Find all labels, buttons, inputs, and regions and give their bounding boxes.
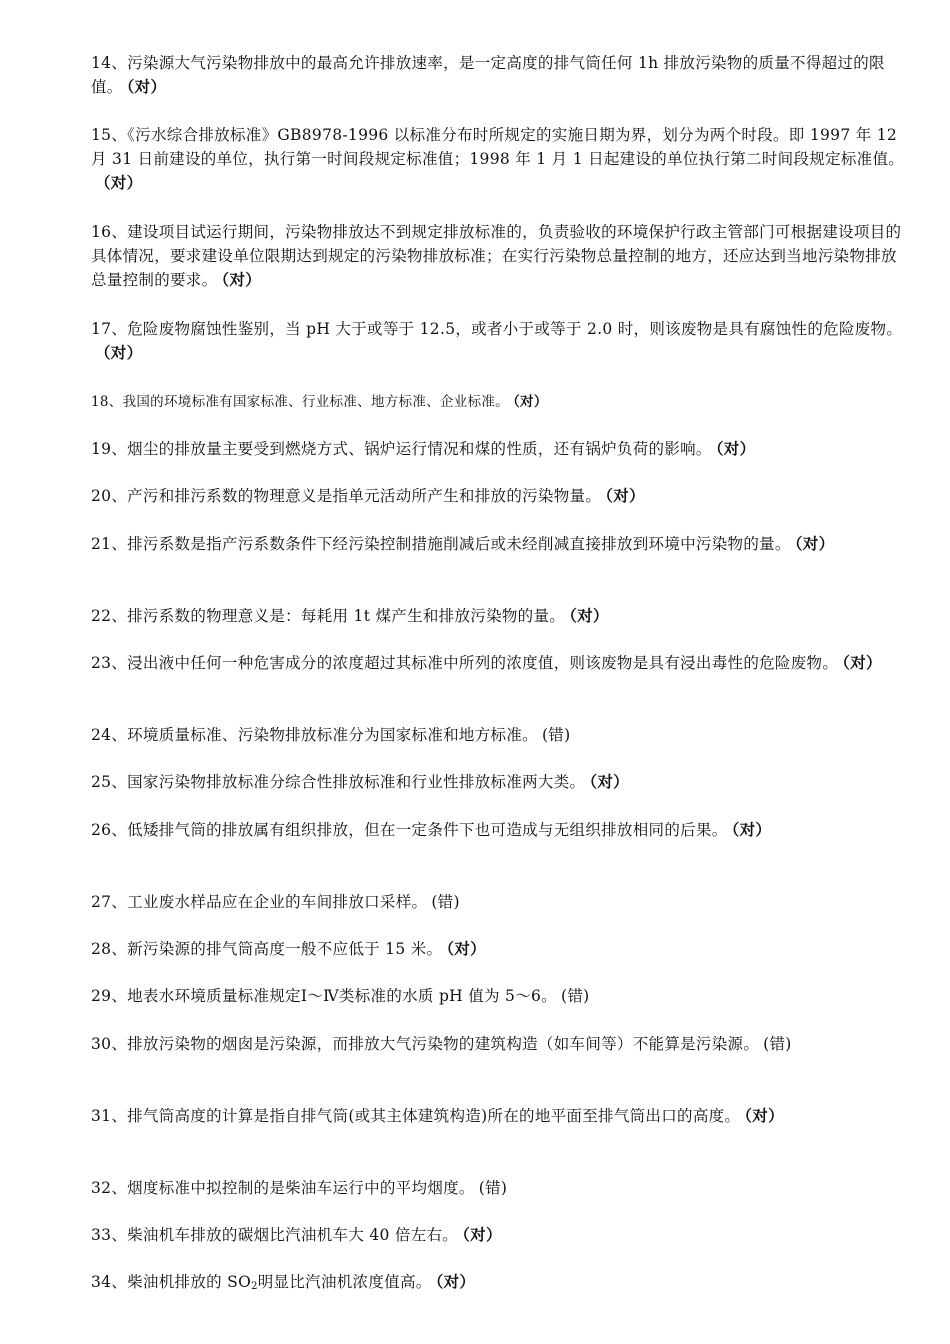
question-text: 15、《污水综合排放标准》GB8978-1996 以标准分布时所规定的实施日期为界，划分为两个时段。即 1997 年 12 月 31 日前建设的单位，执行第一时间段规定标准值；1998 年 1 月 1 日起建设的单位执行第二时间段规定标准值。 [91,126,905,168]
answer-mark: （对） [512,394,548,410]
question-text: 30、排放污染物的烟囱是污染源，而排放大气污染物的建筑构造（如车间等）不能算是污染源。 [91,1035,760,1053]
question-19 [91,437,909,461]
question-text: 17、危险废物腐蚀性鉴别，当 pH 大于或等于 12.5，或者小于或等于 2.0 时，则该废物是具有腐蚀性的危险废物。 [91,320,903,338]
answer-mark: （对） [842,653,882,672]
question-22 [91,604,909,628]
answer-mark: （对） [731,820,772,839]
question-text: 20、产污和排污系数的物理意义是指单元活动所产生和排放的污染物量。 [91,487,602,505]
answer-mark: (错) [431,893,460,911]
question-24 [91,723,909,747]
question-18 [91,390,909,414]
question-text: 34、柴油机排放的 SO [91,1273,252,1291]
question-26 [91,818,909,842]
question-text: 28、新污染源的排气筒高度一般不应低于 15 米。 [91,940,443,958]
question-21 [91,532,909,556]
question-text: 29、地表水环境质量标准规定Ⅰ～Ⅳ类标准的水质 pH 值为 5～6。 [91,987,557,1005]
question-text: 19、烟尘的排放量主要受到燃烧方式、锅炉运行情况和煤的性质，还有锅炉负荷的影响。 [91,440,712,458]
question-text: 31、排气筒高度的计算是指自排气筒(或其主体建筑构造)所在的地平面至排气筒出口的高度。 [91,1107,741,1125]
question-text: 26、低矮排气筒的排放属有组织排放，但在一定条件下也可造成与无组织排放相同的后果。 [91,821,728,839]
answer-mark: （对） [569,606,609,625]
answer-mark: （对） [126,77,167,96]
answer-mark: （对） [221,270,262,289]
question-17 [91,317,909,365]
question-text: 21、排污系数是指产污系数条件下经污染控制措施削减后或未经削减直接排放到环境中污染物的量。 [91,535,791,553]
question-text: 33、柴油机车排放的碳烟比汽油机车大 40 倍左右。 [91,1226,459,1244]
question-31 [91,1104,909,1128]
answer-mark: (错) [763,1035,792,1053]
answer-mark: （对） [794,534,835,553]
question-23 [91,651,909,675]
question-27 [91,890,909,914]
question-33 [91,1223,909,1247]
subscript-digit: 2 [251,1281,258,1292]
question-text: 16、建设项目试运行期间，污染物排放达不到规定排放标准的，负责验收的环境保护行政主管部门可根据建设项目的具体情况，要求建设单位限期达到规定的污染物排放标准；在实行污染物总量控制的地方，还应达到当地污染物排放总量控制的要求。 [91,223,902,289]
answer-mark: （对） [744,1106,784,1125]
question-14 [91,51,909,99]
answer-mark: （对） [95,173,143,192]
question-text: 27、工业废水样品应在企业的车间排放口采样。 [91,893,428,911]
answer-mark: (错) [541,726,571,744]
question-28 [91,937,909,961]
question-34 [91,1270,909,1299]
answer-mark: （对） [715,439,756,458]
question-text: 32、烟度标准中拟控制的是柴油车运行中的平均烟度。 [91,1179,475,1197]
answer-mark: （对） [589,772,629,791]
answer-mark: (错) [560,987,590,1005]
question-text-continued: 明显比汽油机浓度值高。 [257,1273,432,1291]
question-text: 22、排污系数的物理意义是：每耗用 1t 煤产生和排放污染物的量。 [91,607,566,625]
question-32 [91,1176,909,1200]
question-text: 18、我国的环境标准有国家标准、行业标准、地方标准、企业标准。 [91,394,509,410]
question-text: 23、浸出液中任何一种危害成分的浓度超过其标准中所列的浓度值，则该废物是具有浸出毒性的危险废物。 [91,654,839,672]
answer-mark: （对） [95,343,143,362]
answer-mark: (错) [478,1179,508,1197]
answer-mark: （对） [605,486,645,505]
question-15 [91,123,909,195]
answer-mark: （对） [446,939,486,958]
question-30 [91,1032,909,1056]
answer-mark: （对） [435,1272,476,1291]
question-text: 24、环境质量标准、污染物排放标准分为国家标准和地方标准。 [91,726,538,744]
question-text: 25、国家污染物排放标准分综合性排放标准和行业性排放标准两大类。 [91,773,586,791]
question-25 [91,770,909,794]
answer-mark: （对） [462,1225,502,1244]
question-text: 14、污染源大气污染物排放中的最高允许排放速率，是一定高度的排气筒任何 1h 排放污染物的质量不得超过的限值。 [91,54,885,96]
question-20 [91,484,909,508]
question-29 [91,984,909,1008]
question-16 [91,220,909,292]
